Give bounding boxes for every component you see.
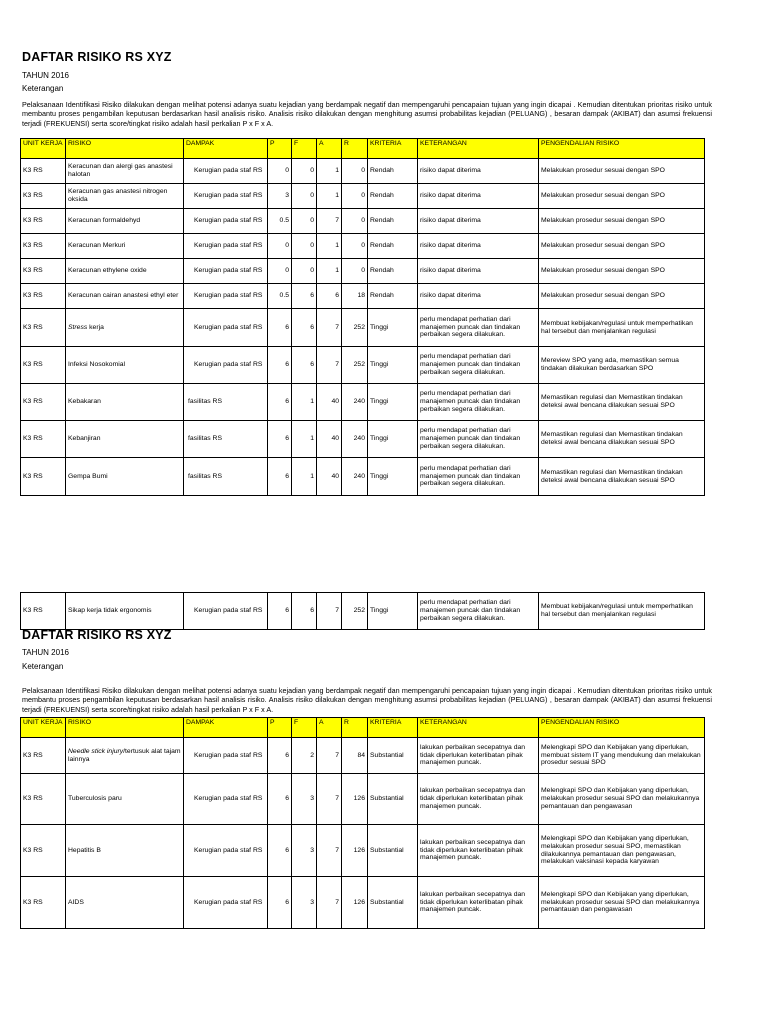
risiko-cell: Tuberculosis paru [66,774,184,825]
table-row [21,309,705,347]
p-cell: 0 [268,234,292,259]
risiko-cell: AIDS [66,877,184,929]
pengendalian-cell: Melakukan prosedur sesuai dengan SPO [539,184,705,209]
pengendalian-cell: Memastikan regulasi dan Memastikan tindakan deteksi awal bencana dilakukan sesuai SPO [539,458,705,496]
unit-cell: K3 RS [21,738,66,774]
keterangan-cell: risiko dapat diterima [418,209,539,234]
p-cell: 6 [268,384,292,421]
r-cell: 0 [342,234,368,259]
p-cell: 0.5 [268,209,292,234]
pengendalian-cell: Melengkapi SPO dan Kebijakan yang diperlukan, membuat sistem IT yang mendukung dan melakukan prosedur sesuai SPO [539,738,705,774]
risiko-cell: Kebanjiran [66,421,184,458]
unit-cell: K3 RS [21,184,66,209]
header-a: A [317,718,342,738]
pengendalian-cell: Melengkapi SPO dan Kebijakan yang diperlukan, melakukan prosedur sesuai SPO, memastikan dilakukannya pemantauan dan pengawasan, melakukan vaksinasi kepada karyawan [539,825,705,877]
kriteria-cell: Rendah [368,159,418,184]
r-cell: 126 [342,825,368,877]
table-row [21,347,705,384]
header-pengendalian-risiko: PENGENDALIAN RISIKO [539,718,705,738]
dampak-cell [184,738,268,774]
intro-paragraph: Pelaksanaan Identifikasi Risiko dilakukan dengan melihat potensi adanya suatu kejadian yang berdampak negatif dan mempengaruhi pencapaian tujuan yang ingin dicapai . Kemudian ditentukan prioritas risiko untuk membantu proses pengambilan keputusan berdasarkan hasil analisis risiko. Analisis risiko dilakukan dengan menghitung asumsi probabilitas kejadian (PELUANG) , besaran dampak (AKIBAT) dan asumsi frekuensi terjadi (FREKUENSI) serta score/tingkat risiko adalah hasil perkalian P x F x A. [22,100,712,128]
risiko-cell: Keracunan ethylene oxide [66,259,184,284]
dampak-text: Kerugian pada staf RS [194,267,263,275]
header-a: A [317,139,342,159]
p-cell: 3 [268,184,292,209]
page-title: DAFTAR RISIKO RS XYZ [22,50,172,64]
f-cell: 3 [292,877,317,929]
unit-cell: K3 RS [21,458,66,496]
unit-cell: K3 RS [21,877,66,929]
f-cell: 1 [292,458,317,496]
table-row [21,259,705,284]
a-cell: 40 [317,458,342,496]
p-cell: 6 [268,738,292,774]
r-cell: 126 [342,877,368,929]
table-row [21,384,705,421]
p-cell: 6 [268,774,292,825]
keterangan-cell: lakukan perbaikan secepatnya dan tidak diperlukan keterlibatan pihak manajemen puncak. [418,774,539,825]
pengendalian-cell: Melengkapi SPO dan Kebijakan yang diperlukan, melakukan prosedur sesuai SPO dan melakukannya pemantauan dan pengawasan [539,774,705,825]
table-row [21,738,705,774]
r-cell: 84 [342,738,368,774]
table-row [21,825,705,877]
p-cell: 6 [268,309,292,347]
dampak-cell [184,159,268,184]
header-dampak: DAMPAK [184,718,268,738]
header-p: P [268,139,292,159]
a-cell: 1 [317,259,342,284]
risiko-cell: Sikap kerja tidak ergonomis [66,593,184,630]
unit-cell: K3 RS [21,234,66,259]
risk-table [20,138,705,496]
unit-cell: K3 RS [21,159,66,184]
p-cell: 6 [268,593,292,630]
header-unit-kerja: UNIT KERJA [21,718,66,738]
kriteria-cell: Rendah [368,209,418,234]
risiko-cell: Keracunan Merkuri [66,234,184,259]
pengendalian-cell: Memastikan regulasi dan Memastikan tindakan deteksi awal bencana dilakukan sesuai SPO [539,384,705,421]
a-cell: 7 [317,593,342,630]
kriteria-cell: Tinggi [368,384,418,421]
unit-cell: K3 RS [21,259,66,284]
risiko-cell: Gempa Bumi [66,458,184,496]
f-cell: 6 [292,309,317,347]
keterangan-cell: risiko dapat diterima [418,184,539,209]
risiko-cell: Infeksi Nosokomial [66,347,184,384]
dampak-text: Kerugian pada staf RS [194,192,263,200]
header-dampak: DAMPAK [184,139,268,159]
kriteria-cell: Tinggi [368,309,418,347]
dampak-cell [184,774,268,825]
dampak-text: fasilitas RS [188,398,222,406]
r-cell: 0 [342,209,368,234]
header-unit-kerja: UNIT KERJA [21,139,66,159]
a-cell: 7 [317,825,342,877]
header-row [21,139,705,159]
dampak-cell [184,825,268,877]
p-cell: 6 [268,825,292,877]
dampak-text: fasilitas RS [188,472,222,480]
dampak-text: Kerugian pada staf RS [194,167,263,175]
kriteria-cell: Rendah [368,234,418,259]
header-kriteria: KRITERIA [368,718,418,738]
risk-table-2 [20,717,705,929]
table-row [21,774,705,825]
a-cell: 7 [317,738,342,774]
f-cell: 1 [292,384,317,421]
header-p: P [268,718,292,738]
kriteria-cell: Tinggi [368,593,418,630]
keterangan-cell: lakukan perbaikan secepatnya dan tidak diperlukan keterlibatan pihak manajemen puncak. [418,825,539,877]
a-cell: 1 [317,234,342,259]
pengendalian-cell: Melakukan prosedur sesuai dengan SPO [539,234,705,259]
f-cell: 0 [292,209,317,234]
r-cell: 0 [342,259,368,284]
pengendalian-cell: Memastikan regulasi dan Memastikan tindakan deteksi awal bencana dilakukan sesuai SPO [539,421,705,458]
keterangan-cell: perlu mendapat perhatian dari manajemen puncak dan tindakan perbaikan segera dilakukan. [418,309,539,347]
r-cell: 240 [342,384,368,421]
keterangan-cell: lakukan perbaikan secepatnya dan tidak diperlukan keterlibatan pihak manajemen puncak. [418,738,539,774]
dampak-cell [184,421,268,458]
risiko-rest: /tertusuk alat tajam lainnya [68,747,181,763]
risiko-cell: Hepatitis B [66,825,184,877]
risiko-cell: Kebakaran [66,384,184,421]
pengendalian-cell: Membuat kebijakan/regulasi untuk memperhatikan hal tersebut dan menjalankan regulasi [539,309,705,347]
keterangan-label: Keterangan [22,84,64,93]
dampak-text: Kerugian pada staf RS [194,323,263,331]
table-row [21,284,705,309]
r-cell: 0 [342,184,368,209]
risiko-cell [66,738,184,774]
risiko-cell [66,309,184,347]
pengendalian-cell: Melakukan prosedur sesuai dengan SPO [539,259,705,284]
header-pengendalian-risiko: PENGENDALIAN RISIKO [539,139,705,159]
p-cell: 6 [268,877,292,929]
risiko-italic: Needle stick injury [68,747,124,755]
risiko-cell: Keracunan formaldehyd [66,209,184,234]
intro-paragraph-2: Pelaksanaan Identifikasi Risiko dilakukan dengan melihat potensi adanya suatu kejadian yang berdampak negatif dan mempengaruhi pencapaian tujuan yang ingin dicapai . Kemudian ditentukan prioritas risiko untuk membantu proses pengambilan keputusan berdasarkan hasil analisis risiko. Analisis risiko dilakukan dengan menghitung asumsi probabilitas kejadian (PELUANG) , besaran dampak (AKIBAT) dan asumsi frekuensi terjadi (FREKUENSI) serta score/tingkat risiko adalah hasil perkalian P x F x A. [22,686,712,714]
keterangan-cell: risiko dapat diterima [418,234,539,259]
f-cell: 0 [292,259,317,284]
kriteria-cell: Substantial [368,877,418,929]
pengendalian-cell: Membuat kebijakan/regulasi untuk memperhatikan hal tersebut dan menjalankan regulasi [539,593,705,630]
a-cell: 7 [317,309,342,347]
header-f: F [292,139,317,159]
r-cell: 126 [342,774,368,825]
a-cell: 7 [317,774,342,825]
table-row [21,209,705,234]
dampak-cell [184,284,268,309]
dampak-text: Kerugian pada staf RS [194,217,263,225]
header-f: F [292,718,317,738]
f-cell: 0 [292,184,317,209]
table-row [21,234,705,259]
a-cell: 7 [317,877,342,929]
unit-cell: K3 RS [21,825,66,877]
dampak-cell [184,458,268,496]
keterangan-label-2: Keterangan [22,662,64,671]
f-cell: 0 [292,159,317,184]
dampak-cell [184,209,268,234]
f-cell: 3 [292,825,317,877]
keterangan-cell: perlu mendapat perhatian dari manajemen puncak dan tindakan perbaikan segera dilakukan. [418,347,539,384]
header-risiko: RISIKO [66,139,184,159]
dampak-cell [184,259,268,284]
a-cell: 40 [317,384,342,421]
kriteria-cell: Rendah [368,284,418,309]
r-cell: 240 [342,458,368,496]
dampak-cell [184,309,268,347]
dampak-text: Kerugian pada staf RS [194,292,263,300]
r-cell: 252 [342,309,368,347]
year-label-2: TAHUN 2016 [22,648,69,657]
a-cell: 1 [317,159,342,184]
kriteria-cell: Substantial [368,774,418,825]
table-row [21,458,705,496]
header-r: R [342,139,368,159]
r-cell: 18 [342,284,368,309]
dampak-cell [184,593,268,630]
risiko-cell: Keracunan cairan anastesi ethyl eter [66,284,184,309]
kriteria-cell: Tinggi [368,421,418,458]
f-cell: 6 [292,593,317,630]
unit-cell: K3 RS [21,421,66,458]
table-row [21,184,705,209]
pengendalian-cell: Melengkapi SPO dan Kebijakan yang diperlukan, melakukan prosedur sesuai SPO dan melakukannya pemantauan dan pengawasan [539,877,705,929]
header-keterangan: KETERANGAN [418,718,539,738]
unit-cell: K3 RS [21,347,66,384]
a-cell: 7 [317,347,342,384]
table-row [21,421,705,458]
header-row [21,718,705,738]
dampak-cell [184,347,268,384]
p-cell: 6 [268,347,292,384]
keterangan-cell: perlu mendapat perhatian dari manajemen puncak dan tindakan perbaikan segera dilakukan. [418,593,539,630]
f-cell: 6 [292,347,317,384]
a-cell: 6 [317,284,342,309]
keterangan-cell: perlu mendapat perhatian dari manajemen puncak dan tindakan perbaikan segera dilakukan. [418,458,539,496]
a-cell: 7 [317,209,342,234]
r-cell: 0 [342,159,368,184]
a-cell: 40 [317,421,342,458]
unit-cell: K3 RS [21,209,66,234]
kriteria-cell: Tinggi [368,458,418,496]
f-cell: 3 [292,774,317,825]
f-cell: 2 [292,738,317,774]
r-cell: 252 [342,593,368,630]
risiko-italic: Stress [68,323,88,331]
table-row [21,593,705,630]
unit-cell: K3 RS [21,593,66,630]
f-cell: 6 [292,284,317,309]
year-label: TAHUN 2016 [22,71,69,80]
p-cell: 6 [268,421,292,458]
keterangan-cell: perlu mendapat perhatian dari manajemen puncak dan tindakan perbaikan segera dilakukan. [418,421,539,458]
risiko-rest: kerja [87,323,104,331]
dampak-text: fasilitas RS [188,435,222,443]
dampak-text: Kerugian pada staf RS [194,898,263,906]
keterangan-cell: risiko dapat diterima [418,284,539,309]
header-risiko: RISIKO [66,718,184,738]
header-keterangan: KETERANGAN [418,139,539,159]
a-cell: 1 [317,184,342,209]
dampak-text: Kerugian pada staf RS [194,751,263,759]
r-cell: 240 [342,421,368,458]
dampak-text: Kerugian pada staf RS [194,795,263,803]
keterangan-cell: lakukan perbaikan secepatnya dan tidak diperlukan keterlibatan pihak manajemen puncak. [418,877,539,929]
r-cell: 252 [342,347,368,384]
table-row [21,877,705,929]
keterangan-cell: risiko dapat diterima [418,159,539,184]
page-title-2: DAFTAR RISIKO RS XYZ [22,628,172,642]
pengendalian-cell: Melakukan prosedur sesuai dengan SPO [539,209,705,234]
pengendalian-cell: Mereview SPO yang ada, memastikan semua tindakan dilakukan berdasarkan SPO [539,347,705,384]
dampak-text: Kerugian pada staf RS [194,846,263,854]
risiko-cell: Keracunan gas anastesi nitrogen oksida [66,184,184,209]
table-row [21,159,705,184]
dampak-text: Kerugian pada staf RS [194,607,263,615]
p-cell: 6 [268,458,292,496]
header-kriteria: KRITERIA [368,139,418,159]
pengendalian-cell: Melakukan prosedur sesuai dengan SPO [539,284,705,309]
kriteria-cell: Substantial [368,738,418,774]
header-r: R [342,718,368,738]
p-cell: 0 [268,259,292,284]
unit-cell: K3 RS [21,309,66,347]
risk-table-continued [20,592,705,630]
unit-cell: K3 RS [21,284,66,309]
kriteria-cell: Substantial [368,825,418,877]
f-cell: 0 [292,234,317,259]
p-cell: 0.5 [268,284,292,309]
dampak-cell [184,384,268,421]
f-cell: 1 [292,421,317,458]
unit-cell: K3 RS [21,774,66,825]
dampak-cell [184,184,268,209]
dampak-cell [184,234,268,259]
risiko-cell: Keracunan dan alergi gas anastesi halotan [66,159,184,184]
kriteria-cell: Rendah [368,184,418,209]
dampak-text: Kerugian pada staf RS [194,361,263,369]
kriteria-cell: Tinggi [368,347,418,384]
unit-cell: K3 RS [21,384,66,421]
dampak-text: Kerugian pada staf RS [194,242,263,250]
p-cell: 0 [268,159,292,184]
keterangan-cell: perlu mendapat perhatian dari manajemen puncak dan tindakan perbaikan segera dilakukan. [418,384,539,421]
pengendalian-cell: Melakukan prosedur sesuai dengan SPO [539,159,705,184]
dampak-cell [184,877,268,929]
keterangan-cell: risiko dapat diterima [418,259,539,284]
kriteria-cell: Rendah [368,259,418,284]
